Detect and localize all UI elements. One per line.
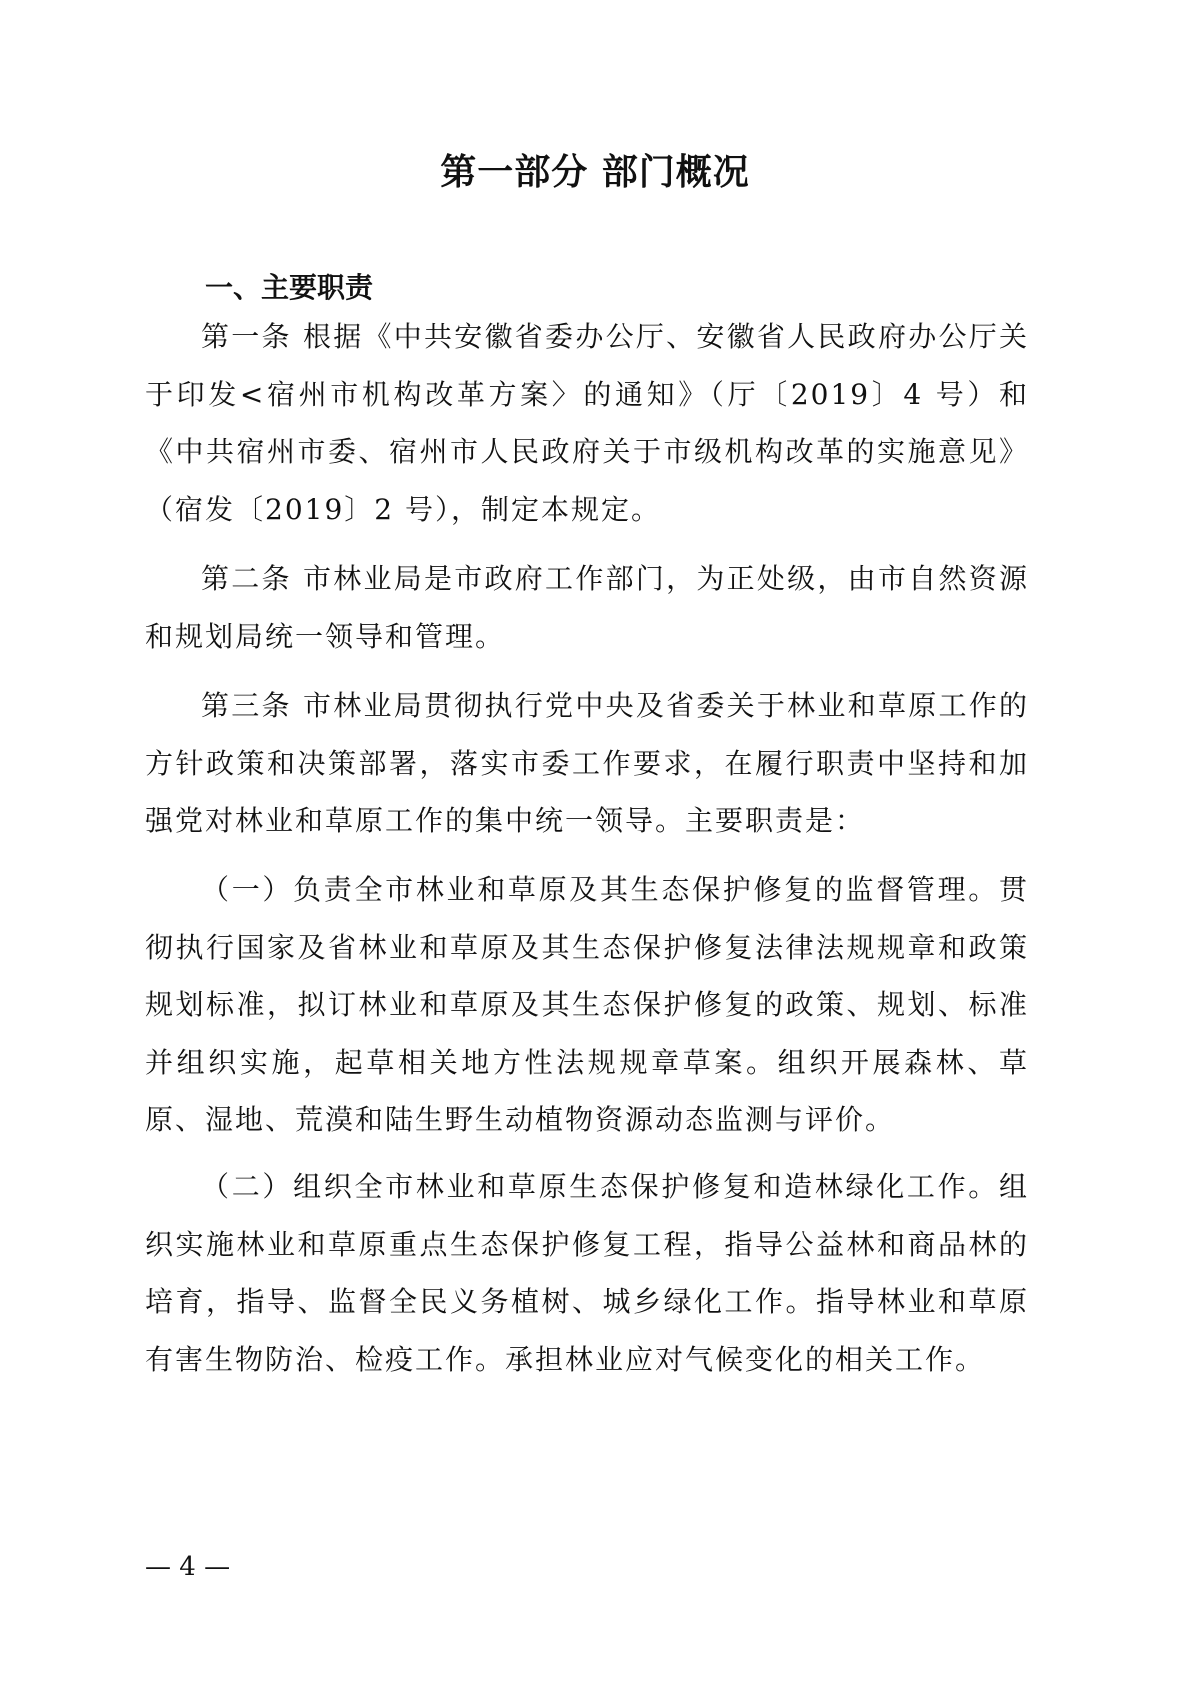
paragraph-article-2: 第二条 市林业局是市政府工作部门，为正处级，由市自然资源和规划局统一领导和管理。 [145, 562, 1029, 653]
page-number: — 4 — [145, 1552, 231, 1582]
paragraph-article-1: 第一条 根据《中共安徽省委办公厅、安徽省人民政府办公厅关于印发<宿州市机构改革方案〉的通知》（厅〔2019〕4 号）和《中共宿州市委、宿州市人民政府关于市级机构改革的实施意见》（宿发〔2019〕2 号），制定本规定。 [145, 320, 1029, 526]
paragraph-duty-1: （一）负责全市林业和草原及其生态保护修复的监督管理。贯彻执行国家及省林业和草原及其生态保护修复法律法规规章和政策规划标准，拟订林业和草原及其生态保护修复的政策、规划、标准并组织实施，起草相关地方性法规规章草案。组织开展森林、草原、湿地、荒漠和陆生野生动植物资源动态监测与评价。 [145, 873, 1029, 1136]
paragraph-duty-2: （二）组织全市林业和草原生态保护修复和造林绿化工作。组织实施林业和草原重点生态保护修复工程，指导公益林和商品林的培育，指导、监督全民义务植树、城乡绿化工作。指导林业和草原有害生物防治、检疫工作。承担林业应对气候变化的相关工作。 [145, 1170, 1029, 1376]
section-heading-main-duties: 一、主要职责 [205, 271, 374, 304]
paragraph-article-3: 第三条 市林业局贯彻执行党中央及省委关于林业和草原工作的方针政策和决策部署，落实市委工作要求，在履行职责中坚持和加强党对林业和草原工作的集中统一领导。主要职责是： [145, 689, 1029, 837]
page-title: 第一部分 部门概况 [440, 152, 750, 193]
